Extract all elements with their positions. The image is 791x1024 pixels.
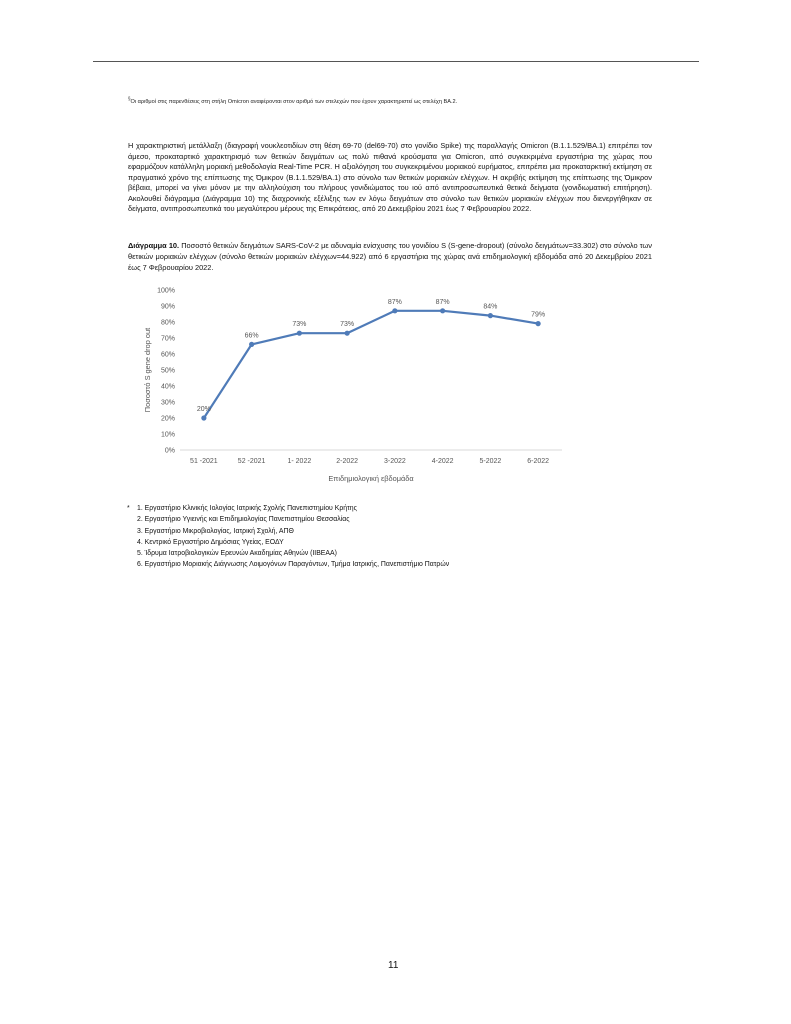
lab-item-text: 5. Ίδρυμα Ιατροβιολογικών Ερευνών Ακαδημίας Αθηνών (ΙΙΒΕΑΑ) (137, 550, 337, 557)
y-tick-label: 40% (160, 383, 175, 391)
data-points (201, 308, 540, 420)
data-label: 84% (483, 303, 498, 311)
y-tick-label: 60% (160, 351, 175, 359)
lab-item (128, 514, 688, 525)
data-label: 66% (244, 332, 259, 340)
x-tick-label: 3-2022 (383, 458, 406, 465)
x-tick-label: 6-2022 (527, 458, 550, 465)
caption-text: Ποσοστό θετικών δειγμάτων SARS-CoV-2 με αδυναμία ενίσχυσης του γονιδίου S (S-gene-dropout) (σύνολο δειγμάτων=33.302) στο σύνολο των θετικών μοριακών ελέγχων (σύνολο θετικών μοριακών ελέγχων=44.922) από 6 εργαστήρια της χώρας ανά επιδημιολογική εβδομάδα από 20 Δεκεμβρίου 2021 έως 7 Φεβρουαρίου 2022. (128, 241, 652, 272)
lab-item-text: 1. Εργαστήριο Κλινικής Ιολογίας Ιατρικής Σχολής Πανεπιστημίου Κρήτης (137, 505, 357, 512)
data-point (345, 331, 350, 336)
y-tick-label: 30% (160, 399, 175, 407)
data-label: 73% (340, 321, 355, 329)
data-label: 20% (196, 406, 211, 413)
body-paragraph: Η χαρακτηριστική μετάλλαξη (διαγραφή νουκλεοτιδίων στη θέση 69-70 (del69-70) στο γονίδιο Spike) της παραλλαγής Omicron (B.1.1.529/BA.1) επιτρέπει τον άμεσο, προκαταρτικό χαρακτηρισμό των θετικών δειγμάτων ως πολύ πιθανά κρούσματα για Omicron, από συγκεκριμένα εργαστήρια της χώρας που εφαρμόζουν κατάλληλη μοριακή μεθοδολογία Real-Time PCR. Η αξιολόγηση του συγκεκριμένου μοριακού ευρήματος, επιτρέπει μια προκαταρκτική εκτίμηση σε πραγματικό χρόνο της επίπτωσης της Όμικρον (B.1.1.529/BA.1) στο σύνολο των θετικών μοριακών ελέγχων. Η ακριβής εκτίμηση της επίπτωσης της Όμικρον βέβαια, μπορεί να γίνει μόνον με την αλληλούχιση του πλήρους γονιδιώματος του ιού από αντιπροσωπευτικά θετικά δείγματα (γονιδιωματική επιτήρηση). Ακολουθεί διάγραμμα (Διάγραμμα 10) της διαχρονικής εξέλιξης των εν λόγω δειγμάτων στο σύνολο των θετικών μοριακών ελέγχων που διενεργήθηκαν σε δείγματα, αντιπροσωπευτικά του μεγαλύτερου μέρους της Επικράτειας, από 20 Δεκεμβρίου 2021 έως 7 Φεβρουαρίου 2022. (128, 141, 652, 214)
lab-item-text: 6. Εργαστήριο Μοριακής Διάγνωσης Λοιμογόνων Παραγόντων, Τμήμα Ιατρικής, Πανεπιστήμιο Πατρών (137, 561, 450, 569)
data-label: 87% (387, 298, 402, 306)
data-point (536, 321, 541, 326)
x-tick-label: 2-2022 (336, 458, 359, 465)
y-axis-ticks (157, 288, 175, 455)
x-tick-label: 1- 2022 (287, 458, 312, 465)
y-tick-label: 90% (160, 303, 175, 311)
lab-item (128, 526, 688, 537)
data-label: 79% (531, 311, 546, 319)
x-tick-label: 52 -2021 (237, 458, 266, 465)
lab-list-marker: * (127, 505, 130, 512)
page-number: 11 (388, 960, 399, 971)
lab-item-text: 2. Εργαστήριο Υγιεινής και Επιδημιολογίας Πανεπιστημίου Θεσσαλίας (137, 516, 350, 524)
data-label: 73% (292, 321, 307, 329)
y-tick-label: 20% (160, 415, 175, 423)
data-point (201, 415, 206, 420)
data-point (440, 308, 445, 313)
caption-label: Διάγραμμα 10. (128, 241, 180, 250)
x-tick-label: 51 -2021 (190, 458, 218, 465)
x-axis-title: Επιδημιολογική εβδομάδα (328, 474, 414, 483)
data-point (392, 308, 397, 313)
data-point (297, 331, 302, 336)
lab-item-text: 3. Εργαστήριο Μικροβιολογίας, Ιατρική Σχολή, ΑΠΘ (137, 527, 294, 535)
x-tick-label: 4-2022 (431, 458, 454, 465)
data-label: 87% (435, 298, 450, 306)
lab-item (128, 548, 688, 559)
data-point (249, 342, 254, 347)
y-tick-label: 50% (160, 367, 175, 375)
lab-item (128, 559, 688, 570)
y-tick-label: 100% (157, 287, 175, 295)
footnote-text: Οι αριθμοί στις παρενθέσεις στη στήλη Omicron αναφέρονται στον αριθμό των στελεχών που έχουν χαρακτηριστεί ως στελέχη BA.2. (130, 98, 458, 105)
footnote-marker: § (128, 96, 131, 101)
y-tick-label: 10% (160, 431, 175, 439)
data-point (488, 313, 493, 318)
y-tick-label: 0% (164, 447, 175, 455)
laboratory-list (128, 503, 688, 571)
series-line (204, 311, 538, 418)
lab-item-text: 4. Κεντρικό Εργαστήριο Δημόσιας Υγείας, ΕΟΔΥ (137, 538, 284, 546)
y-axis-title: Ποσοστό S gene drop out (143, 327, 152, 413)
lab-item (128, 537, 688, 548)
y-tick-label: 80% (160, 319, 175, 327)
x-tick-label: 5-2022 (479, 458, 502, 465)
x-axis-ticks (190, 458, 549, 465)
y-tick-label: 70% (160, 335, 175, 343)
lab-item (128, 503, 688, 514)
